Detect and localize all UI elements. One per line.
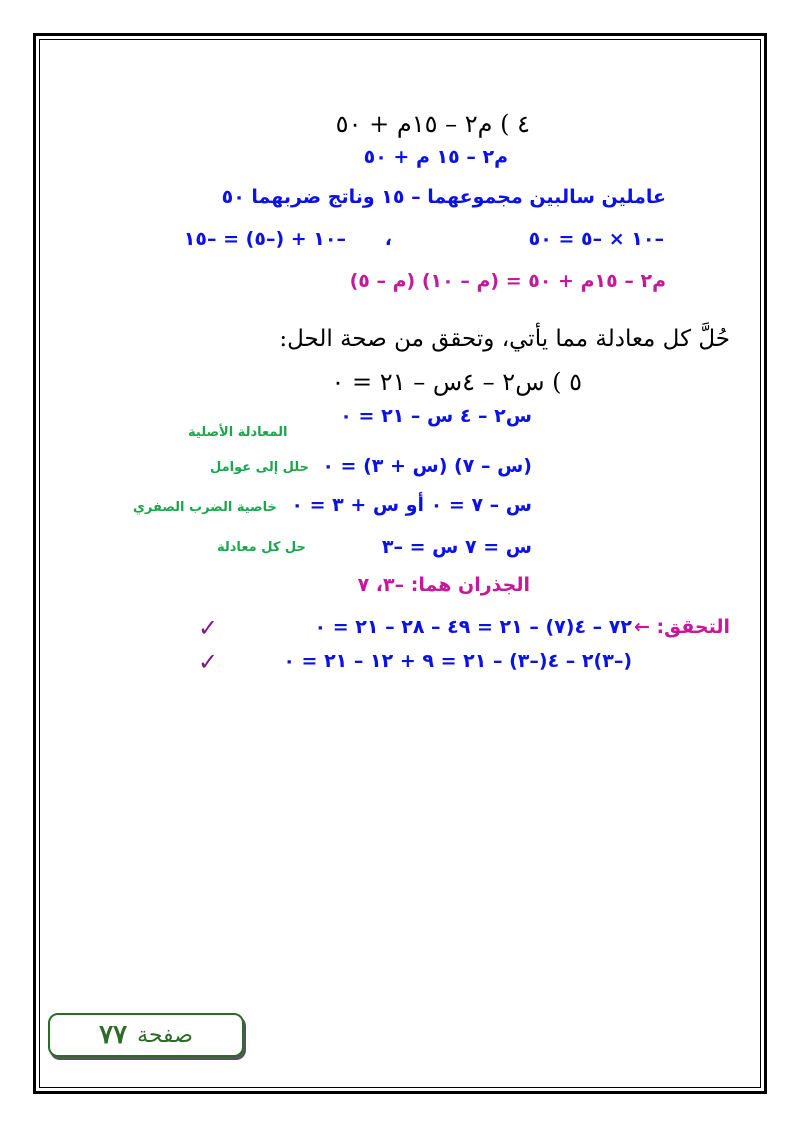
page-word: صفحة: [137, 1022, 193, 1048]
roots-statement: الجذران هما: –٣، ٧: [357, 574, 530, 596]
problem-5-statement: ٥ ) س٢ – ٤س – ٢١ = ٠: [331, 368, 582, 396]
problem-4-pair-sum: –١٠ + (–٥) = –١٥: [183, 228, 346, 250]
step-equation: (س – ٧) (س + ٣) = ٠: [322, 455, 532, 477]
step-note: حلل إلى عوامل: [210, 460, 309, 475]
step-note: حل كل معادلة: [217, 540, 306, 555]
check-mark-icon: ✓: [198, 614, 219, 642]
step-equation: س – ٧ = ٠ أو س + ٣ = ٠: [291, 494, 532, 516]
check-mark-icon: ✓: [198, 648, 219, 676]
check-line-1: ٧٢ – ٤(٧) – ٢١ = ٤٩ – ٢٨ – ٢١ = ٠: [314, 616, 632, 638]
check-line-2: (–٣)٢ – ٤(–٣) – ٢١ = ٩ + ١٢ – ٢١ = ٠: [283, 650, 632, 672]
section-title: حُلَّ كل معادلة مما يأتي، وتحقق من صحة الحل:: [279, 326, 730, 352]
page-number-badge: [48, 1013, 244, 1057]
problem-4-separator: ،: [384, 228, 392, 250]
step-equation: س = ٧ س = –٣: [381, 536, 532, 558]
step-note: خاصية الضرب الصفري: [133, 500, 277, 515]
problem-4-pair-product: –١٠ × –٥ = ٥٠: [528, 228, 664, 250]
problem-4-result: م٢ – ١٥م + ٥٠ = (م – ١٠) (م – ٥): [349, 270, 666, 292]
step-note: المعادلة الأصلية: [188, 425, 288, 440]
check-label: التحقق: ←: [633, 616, 730, 638]
problem-4-factors-note: عاملين سالبين مجموعهما – ١٥ وناتج ضربهما ٥٠: [221, 186, 666, 208]
page-number: ٧٧: [99, 1020, 128, 1050]
step-equation: س٢ – ٤ س – ٢١ = ٠: [340, 405, 532, 427]
problem-4-statement: ٤ ) م٢ – ١٥م + ٥٠: [335, 110, 530, 138]
problem-4-step: م٢ – ١٥ م + ٥٠: [363, 146, 508, 168]
